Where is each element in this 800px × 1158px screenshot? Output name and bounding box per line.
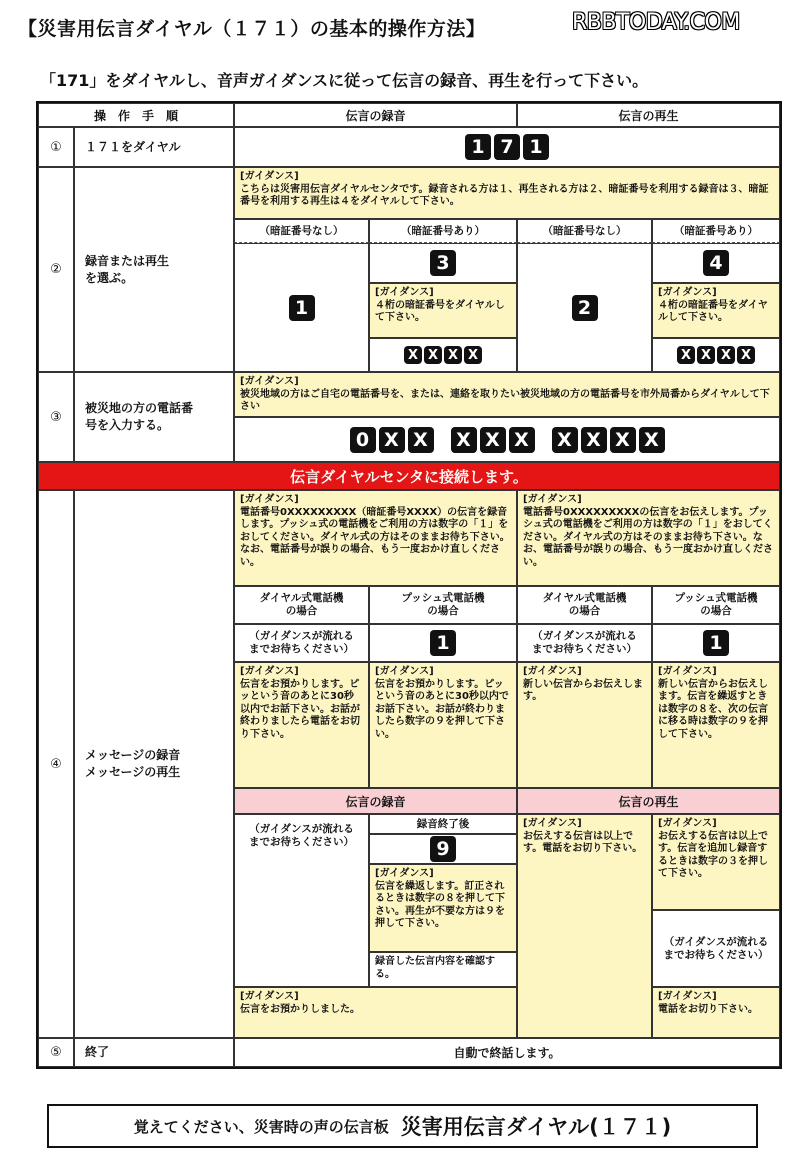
col-header-steps: 操 作 手 順: [38, 103, 234, 127]
record-dial-guidance: [ガイダンス] 伝言をお預かりします。ピッという音のあとに30秒以内でお話下さい。お話が終わりましたら電話をお切り下さい。: [234, 662, 369, 788]
play-push-guidance: [ガイダンス] 新しい伝言からお伝えします。伝言を繰返すときは数字の８を、次の伝言に移る時は数字の９を押して下さい。: [652, 662, 780, 788]
play-push-phone-header: プッシュ式電話機 の場合: [652, 586, 780, 624]
col-header-record: 伝言の録音: [234, 103, 517, 127]
step-2-guidance: [ガイダンス] こちらは災害用伝言ダイヤルセンタです。録音される方は１、再生される方は２、暗証番号を利用する録音は３、暗証番号を利用する再生は４をダイヤルして下さい。: [234, 167, 780, 219]
play-push-wait: （ガイダンスが流れる までお待ちください）: [652, 910, 780, 987]
key-0: 0: [350, 427, 376, 453]
key-3: 3: [430, 250, 456, 276]
step-4-label: メッセージの録音 メッセージの再生: [74, 490, 234, 1038]
step-5-number: ⑤: [38, 1038, 74, 1067]
repeat-guidance: [ガイダンス] 伝言を繰返します。訂正されるときは数字の８を押して下さい。再生が不要な方は９を押して下さい。: [369, 864, 517, 952]
key-1: 1: [430, 630, 456, 656]
key-4-cell: [652, 243, 780, 283]
key-x: X: [408, 427, 434, 453]
footer-slogan: 覚えてください、災害時の声の伝言板: [133, 1117, 389, 1136]
dial-171-keys: [234, 127, 780, 167]
play-guidance: [ガイダンス] 電話番号0XXXXXXXXXの伝言をお伝えします。プッシュ式の電話機をご利用の方は数字の「１」をおしてください。ダイヤル式の方はそのままお待ち下さい。なお、電話番号が誤りの場合、もう一度おかけ直しください。: [517, 490, 780, 586]
step-3-label: 被災地の方の電話番 号を入力する。: [74, 372, 234, 462]
key-9: 9: [430, 836, 456, 862]
step-3-number: ③: [38, 372, 74, 462]
record-subheader: 伝言の録音: [234, 788, 517, 814]
connect-banner: 伝言ダイヤルセンタに接続します。: [38, 462, 780, 490]
key-x: X: [444, 346, 462, 364]
page-title: 【災害用伝言ダイヤル（１７１）の基本的操作方法】: [18, 18, 486, 40]
play-end-dial-guidance: [ガイダンス] お伝えする伝言は以上です。電話をお切り下さい。: [517, 814, 652, 1038]
key-x: X: [639, 427, 665, 453]
record-push-guidance: [ガイダンス] 伝言をお預かりします。ピッという音のあとに30秒以内でお話下さい。お話が終わりましたら数字の９を押して下さい。: [369, 662, 517, 788]
key-1: 1: [289, 295, 315, 321]
auto-end-text: 自動で終話します。: [234, 1038, 780, 1067]
after-record-label: 録音終了後: [369, 814, 517, 834]
key-x: X: [677, 346, 695, 364]
record-pin-guidance: [ガイダンス] ４桁の暗証番号をダイヤルして下さい。: [369, 283, 517, 338]
key-2: 2: [572, 295, 598, 321]
play-dial-wait: （ガイダンスが流れる までお待ちください）: [517, 624, 652, 662]
keep-guidance: [ガイダンス] 伝言をお預かりしました。: [234, 987, 517, 1038]
footer-service-name: 災害用伝言ダイヤル(１７１): [400, 1115, 672, 1139]
key-7: 7: [494, 134, 520, 160]
key-x: X: [509, 427, 535, 453]
step-1-label: １７１をダイヤル: [74, 127, 234, 167]
play-dial-phone-header: ダイヤル式電話機 の場合: [517, 586, 652, 624]
play-dial-guidance: [ガイダンス] 新しい伝言からお伝えします。: [517, 662, 652, 788]
play-end-push-guidance: [ガイダンス] お伝えする伝言は以上です。伝言を追加し録音するときは数字の３を押して下さい。: [652, 814, 780, 910]
key-x: X: [552, 427, 578, 453]
step-2-number: ②: [38, 167, 74, 372]
record-push-phone-header: プッシュ式電話機 の場合: [369, 586, 517, 624]
record-dial-wait-2: （ガイダンスが流れる までお待ちください）: [234, 814, 369, 987]
key-x: X: [451, 427, 477, 453]
page-subtitle: 「171」をダイヤルし、音声ガイダンスに従って伝言の録音、再生を行って下さい。: [40, 71, 649, 90]
key-4: 4: [703, 250, 729, 276]
record-no-pin-header: （暗証番号なし）: [234, 219, 369, 243]
key-1-cell: [234, 243, 369, 372]
col-header-play: 伝言の再生: [517, 103, 780, 127]
key-2-cell: [517, 243, 652, 372]
record-with-pin-header: （暗証番号あり）: [369, 219, 517, 243]
hangup-guidance: [ガイダンス] 電話をお切り下さい。: [652, 987, 780, 1038]
key-1: 1: [703, 630, 729, 656]
watermark: RBBTODAY.COM: [572, 10, 740, 35]
key-x: X: [379, 427, 405, 453]
key-1: 1: [465, 134, 491, 160]
step-3-guidance: [ガイダンス] 被災地域の方はご自宅の電話番号を、または、連絡を取りたい被災地域の方の電話番号を市外局番からダイヤルして下さい: [234, 372, 780, 417]
key-x: X: [737, 346, 755, 364]
play-pin-guidance: [ガイダンス] ４桁の暗証番号をダイヤルして下さい。: [652, 283, 780, 338]
phone-number-keys: [234, 417, 780, 462]
key-x: X: [480, 427, 506, 453]
play-subheader: 伝言の再生: [517, 788, 780, 814]
procedure-table: [36, 101, 782, 1069]
step-2-label: 録音または再生 を選ぶ。: [74, 167, 234, 372]
step-1-number: ①: [38, 127, 74, 167]
key-3-cell: [369, 243, 517, 283]
play-pin-xxxx: [652, 338, 780, 372]
step-5-label: 終了: [74, 1038, 234, 1067]
key-1: 1: [523, 134, 549, 160]
record-pin-xxxx: [369, 338, 517, 372]
key-x: X: [404, 346, 422, 364]
record-dial-phone-header: ダイヤル式電話機 の場合: [234, 586, 369, 624]
confirm-recording: 録音した伝言内容を確認する。: [369, 952, 517, 987]
key-9-cell: [369, 834, 517, 864]
play-push-key-1: [652, 624, 780, 662]
play-no-pin-header: （暗証番号なし）: [517, 219, 652, 243]
key-x: X: [610, 427, 636, 453]
record-push-key-1: [369, 624, 517, 662]
record-guidance: [ガイダンス] 電話番号0XXXXXXXXX（暗証番号XXXX）の伝言を録音します。プッシュ式の電話機をご利用の方は数字の「１」をおしてください。ダイヤル式の方はそのままお待ち下さい。なお、電話番号が誤りの場合、もう一度おかけ直しください。: [234, 490, 517, 586]
step-4-number: ④: [38, 490, 74, 1038]
key-x: X: [424, 346, 442, 364]
record-dial-wait: （ガイダンスが流れる までお待ちください）: [234, 624, 369, 662]
key-x: X: [697, 346, 715, 364]
footer-banner: [47, 1104, 758, 1148]
key-x: X: [717, 346, 735, 364]
key-x: X: [464, 346, 482, 364]
key-x: X: [581, 427, 607, 453]
play-with-pin-header: （暗証番号あり）: [652, 219, 780, 243]
